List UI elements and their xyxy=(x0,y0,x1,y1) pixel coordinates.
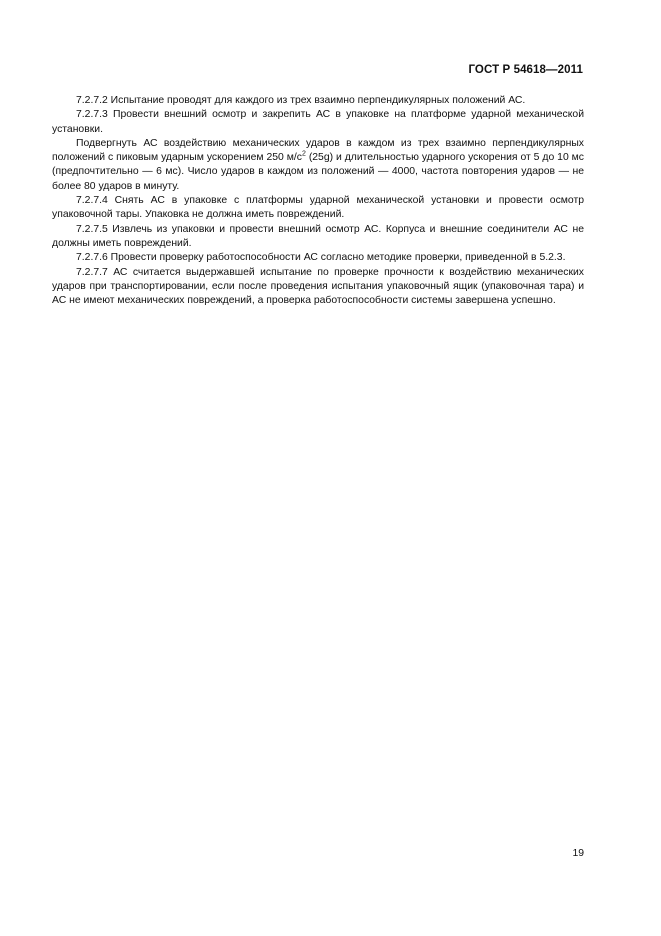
document-body xyxy=(52,94,584,308)
standard-header: ГОСТ Р 54618—2011 xyxy=(468,64,583,76)
paragraph-7-2-7-2: 7.2.7.2 Испытание проводят для каждого из трех взаимно перпендикулярных положений АС. xyxy=(76,95,526,106)
paragraph-7-2-7-3: 7.2.7.3 Провести внешний осмотр и закрепить АС в упаковке на платформе ударной механической установки. xyxy=(52,109,584,135)
shock-test-paragraph xyxy=(52,137,584,194)
page-number: 19 xyxy=(572,848,584,859)
paragraph-7-2-7-4: 7.2.7.4 Снять АС в упаковке с платформы ударной механической установки и провести осмотр упаковочной тары. Упаковка не должна иметь повреждений. xyxy=(52,195,584,221)
shock-test-text-after: (25g) и длительностью ударного ускорения от 5 до 10 мс (предпочтительно — 6 мс). Число ударов в каждом из положений — 4000, частота повторения ударов — не более 80 ударов в минуту. xyxy=(52,152,584,192)
paragraph-7-2-7-6: 7.2.7.6 Провести проверку работоспособности АС согласно методике проверки, приведенной в 5.2.3. xyxy=(76,252,566,264)
paragraph-7-2-7-5: 7.2.7.5 Извлечь из упаковки и провести внешний осмотр АС. Корпуса и внешние соединители АС не должны иметь повреждений. xyxy=(52,223,584,249)
paragraph-7-2-7-7: 7.2.7.7 АС считается выдержавшей испытание по проверке прочности к воздействию механических ударов при транспортировании, если после проведения испытания упаковочный ящик (упаковочная тара) и АС не имеют механических повреждений, а проверка работоспособности системы завершена успешно. xyxy=(52,266,584,307)
shock-test-text-before: Подвергнуть АС воздействию механических ударов в каждом из трех взаимно перпендикулярных положений с пиковым ударным ускорением 250 м/с xyxy=(52,137,584,164)
acceleration-unit-superscript: 2 xyxy=(301,150,306,158)
